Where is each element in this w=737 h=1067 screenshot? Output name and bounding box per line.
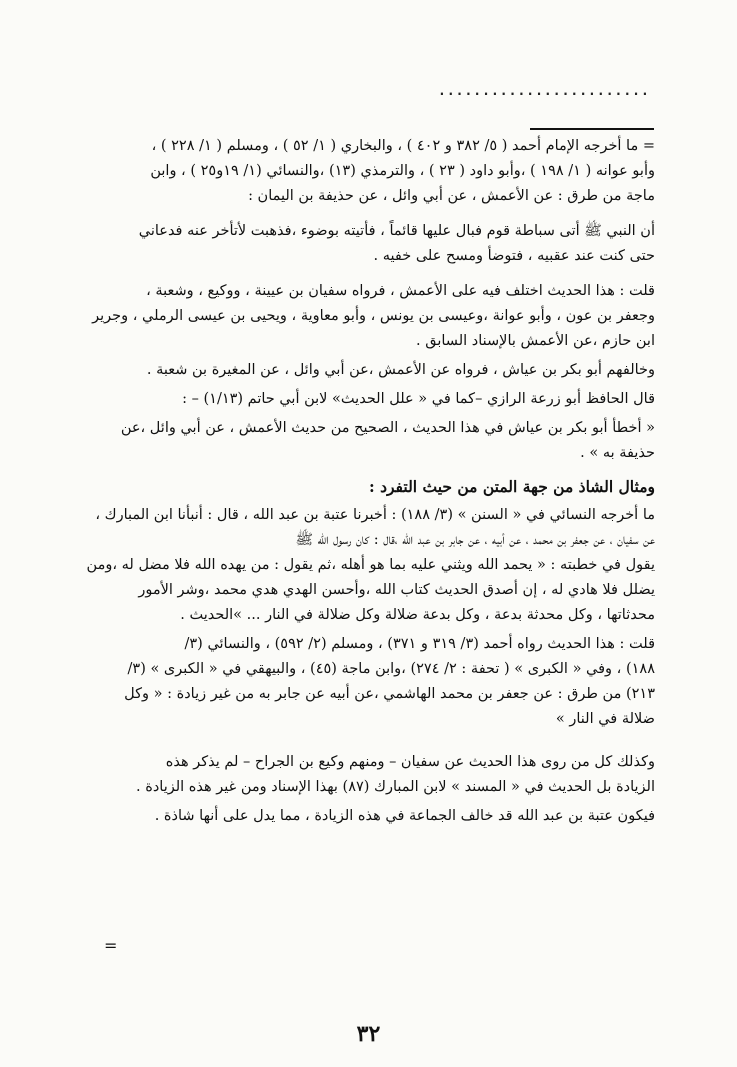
paragraph-hadith-text: أن النبي ﷺ أتى سباطة قوم فبال عليها قائماً ، فأتيته بوضوء ،فذهبت لأتأخر عنه فدعاني حتى كنت عند عقبيه ، فتوضأ ومسح على خفيه . [138,223,655,264]
continuation-mark: = [104,936,118,955]
paragraph-quote-intro: قال الحافظ أبو زرعة الرازي –كما في « علل الحديث» لابن أبي حاتم (١/١٣) – : [182,391,655,407]
page-number: ٣٢ [356,1021,381,1047]
paragraph-contradiction: وخالفهم أبو بكر بن عياش ، فرواه عن الأعمش ،عن أبي وائل ، عن المغيرة بن شعبة . [146,362,655,378]
footnote-continuation-rule [530,128,654,130]
paragraph-example: ما أخرجه النسائي في « السنن » (٣/ ١٨٨) : أخبرنا عتبة بن عبد الله ، قال : أنبأنا ابن المبارك ، عن سفيان ، عن جعفر بن محمد ، عن أبيه ، عن جابر بن عبد الله ،قال : كان رسول الله ﷺ يقول في خطبته : « يحمد الله ويثني عليه بما هو أهله ،ثم يقول : من يهده الله فلا مضل له ،ومن يضلل فلا هادي له ، إن أصدق الحديث كتاب الله ،وأحسن الهدي هدي محمد ،وشر الأمور محدثاتها ، وكل محدثة بدعة ، وكل بدعة ضلالة وكل ضلالة في النار ... »الحديث . [86,507,655,623]
paragraph-quote: « أخطأ أبو بكر بن عياش في هذا الحديث ، الصحيح من حديث الأعمش ، عن أبي وائل ،عن حذيفة به » . [120,420,655,461]
section-heading: ومثال الشاذ من جهة المتن من حيث التفرد : [368,477,655,496]
paragraph-takhrij-intro: = ما أخرجه الإمام أحمد ( ٥/ ٣٨٢ و ٤٠٢ ) ، والبخاري ( ١/ ٥٢ ) ، ومسلم ( ١/ ٢٢٨ ) ، وأبو عوانه ( ١/ ١٩٨ ) ،وأبو داود ( ٢٣ ) ، والترمذي (١٣) ،والنسائي (١/ ١٩و٢٥ ) ، وابن ماجة من طرق : عن الأعمش ، عن أبي وائل ، عن حذيفة بن اليمان : [150,138,655,204]
paragraph-other-narrations: وكذلك كل من روى هذا الحديث عن سفيان – ومنهم وكيع بن الجراح – لم يذكر هذه الزيادة بل الحديث في « المسند » لابن المبارك (٨٧) بهذا الإسناد ومن غير هذه الزيادة . [136,754,655,795]
paragraph-discussion: قلت : هذا الحديث اختلف فيه على الأعمش ، فرواه سفيان بن عيينة ، ووكيع ، وشعبة ، وجعفر بن عون ، وأبو عوانة ،وعيسى بن يونس ، وأبو معاوية ، ويحيى بن عيسى الرملي ، وجرير ابن حازم ،عن الأعمش بالإسناد السابق . [92,283,655,349]
paragraph-conclusion: فيكون عتبة بن عبد الله قد خالف الجماعة في هذه الزيادة ، مما يدل على أنها شاذة . [154,808,655,824]
page-body [75,134,655,829]
paragraph-analysis: قلت : هذا الحديث رواه أحمد (٣/ ٣١٩ و ٣٧١) ، ومسلم (٢/ ٥٩٢) ، والنسائي (٣/ ١٨٨) ، وفي « الكبرى » ( تحفة : ٢/ ٢٧٤) ،وابن ماجة (٤٥) ، والبيهقي في « الكبرى » (٣/ ٢١٣) من طرق : عن جعفر بن محمد الهاشمي ،عن أبيه عن جابر به من غير زيادة : « وكل ضلالة في النار » [124,636,655,727]
header-dotted-line: ........................ [438,84,650,99]
